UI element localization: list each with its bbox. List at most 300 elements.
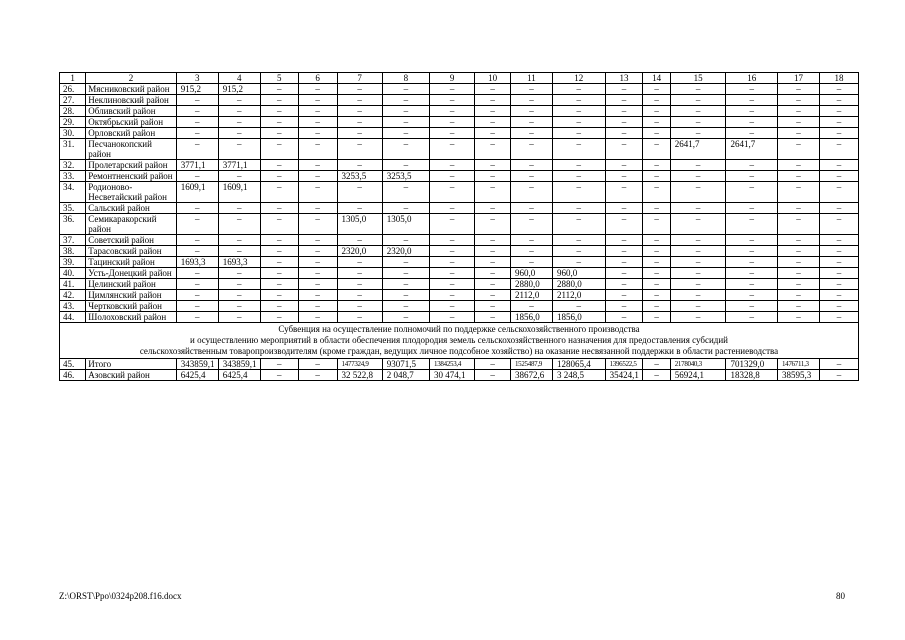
value-cell: – — [218, 301, 260, 312]
value-cell: – — [176, 139, 218, 160]
value-cell: – — [605, 84, 643, 95]
value-cell: 38672,6 — [510, 370, 552, 381]
row-number: 27. — [60, 95, 86, 106]
value-cell: – — [260, 106, 298, 117]
value-cell: – — [726, 301, 778, 312]
section-row — [60, 323, 859, 359]
value-cell: – — [553, 128, 606, 139]
value-cell: – — [605, 160, 643, 171]
value-cell: – — [260, 95, 298, 106]
value-cell: 2880,0 — [510, 279, 552, 290]
value-cell: – — [475, 257, 511, 268]
value-cell: – — [382, 257, 429, 268]
header-cell: 4 — [218, 73, 260, 84]
value-cell: 128065,4 — [553, 359, 606, 370]
value-cell: – — [553, 139, 606, 160]
data-table — [59, 72, 859, 381]
value-cell: – — [475, 359, 511, 370]
value-cell: – — [670, 128, 726, 139]
row-number: 44. — [60, 312, 86, 323]
header-cell: 14 — [643, 73, 670, 84]
value-cell: – — [475, 214, 511, 235]
header-cell: 1 — [60, 73, 86, 84]
value-cell: – — [475, 290, 511, 301]
value-cell: – — [260, 290, 298, 301]
value-cell: – — [475, 171, 511, 182]
row-number: 45. — [60, 359, 86, 370]
value-cell: – — [298, 214, 337, 235]
value-cell: – — [605, 279, 643, 290]
section-title — [60, 323, 859, 359]
value-cell: – — [820, 128, 859, 139]
value-cell: – — [510, 139, 552, 160]
value-cell: – — [298, 290, 337, 301]
table-row — [60, 279, 859, 290]
value-cell: – — [298, 370, 337, 381]
value-cell: – — [777, 117, 819, 128]
table-row — [60, 257, 859, 268]
value-cell: 2641,7 — [670, 139, 726, 160]
value-cell: – — [218, 214, 260, 235]
value-cell: – — [553, 182, 606, 203]
value-cell: – — [430, 312, 475, 323]
value-cell: – — [726, 214, 778, 235]
header-cell: 12 — [553, 73, 606, 84]
district-name: Сальский район — [86, 203, 176, 214]
row-number: 33. — [60, 171, 86, 182]
value-cell: – — [382, 182, 429, 203]
value-cell: 6425,4 — [218, 370, 260, 381]
value-cell: – — [605, 301, 643, 312]
value-cell: – — [430, 84, 475, 95]
value-cell: – — [260, 182, 298, 203]
value-cell: – — [298, 203, 337, 214]
row-number: 32. — [60, 160, 86, 171]
value-cell: 1477324,9 — [337, 359, 382, 370]
header-cell: 8 — [382, 73, 429, 84]
header-cell: 15 — [670, 73, 726, 84]
value-cell: – — [510, 117, 552, 128]
value-cell: 915,2 — [218, 84, 260, 95]
row-number: 41. — [60, 279, 86, 290]
value-cell: – — [726, 290, 778, 301]
value-cell: – — [553, 95, 606, 106]
value-cell: – — [726, 279, 778, 290]
value-cell: – — [553, 171, 606, 182]
value-cell: – — [670, 268, 726, 279]
value-cell: 3771,1 — [218, 160, 260, 171]
value-cell: 2320,0 — [382, 246, 429, 257]
district-name: Песчанокопский район — [86, 139, 176, 160]
header-cell: 17 — [777, 73, 819, 84]
value-cell: – — [382, 117, 429, 128]
value-cell: – — [643, 290, 670, 301]
value-cell: – — [605, 214, 643, 235]
table-row — [60, 160, 859, 171]
value-cell: – — [298, 246, 337, 257]
value-cell: – — [298, 301, 337, 312]
table-row — [60, 370, 859, 381]
value-cell: – — [475, 312, 511, 323]
value-cell: – — [510, 203, 552, 214]
value-cell: – — [260, 84, 298, 95]
value-cell: 1396522,5 — [605, 359, 643, 370]
value-cell: – — [298, 84, 337, 95]
value-cell: – — [553, 235, 606, 246]
value-cell: – — [510, 214, 552, 235]
value-cell: – — [475, 95, 511, 106]
value-cell: 1525487,9 — [510, 359, 552, 370]
value-cell: – — [820, 301, 859, 312]
header-cell: 5 — [260, 73, 298, 84]
header-cell: 18 — [820, 73, 859, 84]
table-row — [60, 84, 859, 95]
value-cell: – — [670, 235, 726, 246]
value-cell: – — [430, 182, 475, 203]
header-row — [60, 73, 859, 84]
value-cell: – — [430, 95, 475, 106]
value-cell: – — [337, 182, 382, 203]
value-cell: – — [298, 139, 337, 160]
value-cell: – — [726, 117, 778, 128]
table-row — [60, 106, 859, 117]
row-number: 38. — [60, 246, 86, 257]
value-cell: 1693,3 — [218, 257, 260, 268]
value-cell: – — [820, 106, 859, 117]
value-cell: – — [670, 290, 726, 301]
value-cell: – — [260, 279, 298, 290]
district-name: Октябрьский район — [86, 117, 176, 128]
value-cell: – — [260, 214, 298, 235]
value-cell: – — [670, 301, 726, 312]
value-cell: – — [218, 246, 260, 257]
value-cell: – — [726, 95, 778, 106]
value-cell: – — [553, 257, 606, 268]
value-cell: – — [820, 359, 859, 370]
value-cell: 960,0 — [553, 268, 606, 279]
district-name: Целинский район — [86, 279, 176, 290]
value-cell: – — [643, 257, 670, 268]
value-cell: 960,0 — [510, 268, 552, 279]
row-number: 42. — [60, 290, 86, 301]
value-cell: – — [553, 106, 606, 117]
district-name: Тацинский район — [86, 257, 176, 268]
value-cell: – — [475, 268, 511, 279]
value-cell: – — [820, 246, 859, 257]
value-cell: – — [726, 182, 778, 203]
value-cell: – — [820, 171, 859, 182]
value-cell: 32 522,8 — [337, 370, 382, 381]
value-cell: – — [337, 235, 382, 246]
value-cell: – — [777, 290, 819, 301]
page-number: 80 — [836, 591, 845, 601]
value-cell: – — [430, 171, 475, 182]
value-cell: – — [670, 246, 726, 257]
value-cell: – — [726, 128, 778, 139]
value-cell: 2112,0 — [553, 290, 606, 301]
value-cell: – — [777, 106, 819, 117]
value-cell: – — [777, 203, 819, 214]
value-cell: 30 474,1 — [430, 370, 475, 381]
value-cell: – — [605, 257, 643, 268]
value-cell: – — [337, 257, 382, 268]
value-cell: – — [382, 290, 429, 301]
value-cell: – — [382, 128, 429, 139]
value-cell: – — [260, 370, 298, 381]
district-name: Тарасовский район — [86, 246, 176, 257]
row-number: 37. — [60, 235, 86, 246]
value-cell: – — [553, 246, 606, 257]
value-cell: – — [475, 182, 511, 203]
value-cell: – — [643, 301, 670, 312]
value-cell: – — [643, 171, 670, 182]
value-cell: – — [820, 235, 859, 246]
value-cell: – — [510, 95, 552, 106]
value-cell: – — [337, 160, 382, 171]
value-cell: – — [218, 312, 260, 323]
value-cell: – — [820, 182, 859, 203]
value-cell: – — [643, 182, 670, 203]
value-cell: – — [777, 257, 819, 268]
value-cell: – — [643, 235, 670, 246]
value-cell: 1476711,3 — [777, 359, 819, 370]
value-cell: – — [176, 246, 218, 257]
row-number: 31. — [60, 139, 86, 160]
value-cell: – — [475, 128, 511, 139]
district-name: Цимлянский район — [86, 290, 176, 301]
value-cell: – — [382, 139, 429, 160]
value-cell: – — [777, 279, 819, 290]
value-cell: – — [820, 84, 859, 95]
value-cell: – — [337, 203, 382, 214]
row-number: 30. — [60, 128, 86, 139]
value-cell: 2880,0 — [553, 279, 606, 290]
section-title-line: и осуществлению мероприятий в области обеспечения плодородия земель сельскохозяйственного назначения для предоставления субсидий — [190, 335, 728, 345]
value-cell: 1693,3 — [176, 257, 218, 268]
value-cell: – — [337, 312, 382, 323]
header-cell: 11 — [510, 73, 552, 84]
value-cell: – — [777, 84, 819, 95]
value-cell: – — [777, 182, 819, 203]
value-cell: 343859,1 — [176, 359, 218, 370]
value-cell: – — [553, 214, 606, 235]
value-cell: – — [820, 117, 859, 128]
value-cell: – — [726, 171, 778, 182]
value-cell: – — [605, 312, 643, 323]
value-cell: – — [337, 268, 382, 279]
value-cell: – — [670, 279, 726, 290]
row-number: 28. — [60, 106, 86, 117]
value-cell: – — [605, 117, 643, 128]
value-cell: 3771,1 — [176, 160, 218, 171]
value-cell: 343859,1 — [218, 359, 260, 370]
value-cell: 2112,0 — [510, 290, 552, 301]
value-cell: – — [605, 203, 643, 214]
value-cell: – — [260, 359, 298, 370]
district-name: Пролетарский район — [86, 160, 176, 171]
value-cell: – — [643, 128, 670, 139]
value-cell: 18328,8 — [726, 370, 778, 381]
value-cell: – — [475, 301, 511, 312]
value-cell: – — [260, 117, 298, 128]
value-cell: – — [298, 279, 337, 290]
value-cell: 3253,5 — [337, 171, 382, 182]
district-name: Азовский район — [86, 370, 176, 381]
value-cell: – — [670, 214, 726, 235]
value-cell: – — [176, 312, 218, 323]
value-cell: – — [430, 257, 475, 268]
value-cell: – — [430, 106, 475, 117]
row-number: 40. — [60, 268, 86, 279]
value-cell: – — [218, 128, 260, 139]
value-cell: – — [510, 106, 552, 117]
value-cell: – — [820, 214, 859, 235]
value-cell: 2641,7 — [726, 139, 778, 160]
value-cell: – — [643, 214, 670, 235]
value-cell: – — [475, 106, 511, 117]
header-cell: 6 — [298, 73, 337, 84]
value-cell: – — [670, 182, 726, 203]
value-cell: – — [777, 128, 819, 139]
value-cell: – — [176, 301, 218, 312]
value-cell: – — [643, 246, 670, 257]
table-body — [60, 73, 859, 381]
value-cell: – — [430, 279, 475, 290]
value-cell: – — [510, 160, 552, 171]
table-row — [60, 117, 859, 128]
value-cell: – — [218, 139, 260, 160]
value-cell: – — [337, 139, 382, 160]
value-cell: – — [176, 95, 218, 106]
value-cell: – — [475, 203, 511, 214]
table-row — [60, 171, 859, 182]
district-name: Обливский район — [86, 106, 176, 117]
district-name: Чертковский район — [86, 301, 176, 312]
district-name: Неклиновский район — [86, 95, 176, 106]
row-number: 39. — [60, 257, 86, 268]
value-cell: – — [337, 84, 382, 95]
value-cell: – — [218, 279, 260, 290]
value-cell: – — [553, 117, 606, 128]
value-cell: – — [176, 214, 218, 235]
value-cell: – — [430, 160, 475, 171]
value-cell: – — [260, 257, 298, 268]
table-row — [60, 182, 859, 203]
value-cell: – — [643, 139, 670, 160]
value-cell: – — [670, 171, 726, 182]
value-cell: – — [553, 301, 606, 312]
row-number: 46. — [60, 370, 86, 381]
value-cell: – — [337, 128, 382, 139]
value-cell: – — [777, 235, 819, 246]
value-cell: – — [820, 95, 859, 106]
header-cell: 3 — [176, 73, 218, 84]
value-cell: – — [260, 203, 298, 214]
table-row — [60, 214, 859, 235]
value-cell: – — [726, 246, 778, 257]
value-cell: – — [726, 312, 778, 323]
value-cell: – — [260, 128, 298, 139]
value-cell: – — [218, 235, 260, 246]
value-cell: – — [298, 257, 337, 268]
table-row — [60, 312, 859, 323]
value-cell: 1305,0 — [337, 214, 382, 235]
table-row — [60, 246, 859, 257]
value-cell: 3253,5 — [382, 171, 429, 182]
value-cell: – — [605, 171, 643, 182]
value-cell: – — [298, 128, 337, 139]
value-cell: – — [176, 235, 218, 246]
value-cell: – — [260, 235, 298, 246]
value-cell: 1609,1 — [176, 182, 218, 203]
value-cell: – — [820, 370, 859, 381]
value-cell: – — [218, 171, 260, 182]
header-cell: 9 — [430, 73, 475, 84]
value-cell: – — [260, 139, 298, 160]
value-cell: – — [337, 279, 382, 290]
district-name: Семикаракорский район — [86, 214, 176, 235]
value-cell: – — [777, 139, 819, 160]
value-cell: – — [382, 160, 429, 171]
value-cell: – — [337, 301, 382, 312]
value-cell: – — [670, 257, 726, 268]
value-cell: 1856,0 — [553, 312, 606, 323]
value-cell: – — [820, 268, 859, 279]
value-cell: 35424,1 — [605, 370, 643, 381]
value-cell: – — [726, 106, 778, 117]
value-cell: – — [605, 106, 643, 117]
value-cell: – — [218, 95, 260, 106]
value-cell: – — [726, 235, 778, 246]
value-cell: – — [176, 171, 218, 182]
value-cell: – — [298, 268, 337, 279]
value-cell: – — [510, 182, 552, 203]
row-number: 26. — [60, 84, 86, 95]
value-cell: – — [643, 95, 670, 106]
value-cell: – — [820, 160, 859, 171]
value-cell: – — [777, 160, 819, 171]
value-cell: – — [430, 246, 475, 257]
value-cell: – — [176, 268, 218, 279]
value-cell: – — [382, 235, 429, 246]
value-cell: – — [298, 359, 337, 370]
value-cell: – — [382, 301, 429, 312]
value-cell: 56924,1 — [670, 370, 726, 381]
row-number: 29. — [60, 117, 86, 128]
value-cell: – — [726, 160, 778, 171]
footer-file-path: Z:\ORST\Ppo\0324p208.f16.docx — [59, 591, 182, 601]
value-cell: – — [298, 106, 337, 117]
value-cell: – — [475, 160, 511, 171]
value-cell: 93071,5 — [382, 359, 429, 370]
value-cell: – — [643, 370, 670, 381]
header-cell: 16 — [726, 73, 778, 84]
value-cell: – — [475, 139, 511, 160]
district-name: Шолоховский район — [86, 312, 176, 323]
value-cell: – — [430, 214, 475, 235]
value-cell: – — [820, 257, 859, 268]
value-cell: 2178040,3 — [670, 359, 726, 370]
row-number: 43. — [60, 301, 86, 312]
value-cell: – — [382, 95, 429, 106]
value-cell: – — [218, 290, 260, 301]
value-cell: – — [643, 359, 670, 370]
district-name: Ремонтненский район — [86, 171, 176, 182]
value-cell: – — [820, 312, 859, 323]
header-cell: 2 — [86, 73, 176, 84]
value-cell: – — [553, 203, 606, 214]
value-cell: – — [475, 235, 511, 246]
